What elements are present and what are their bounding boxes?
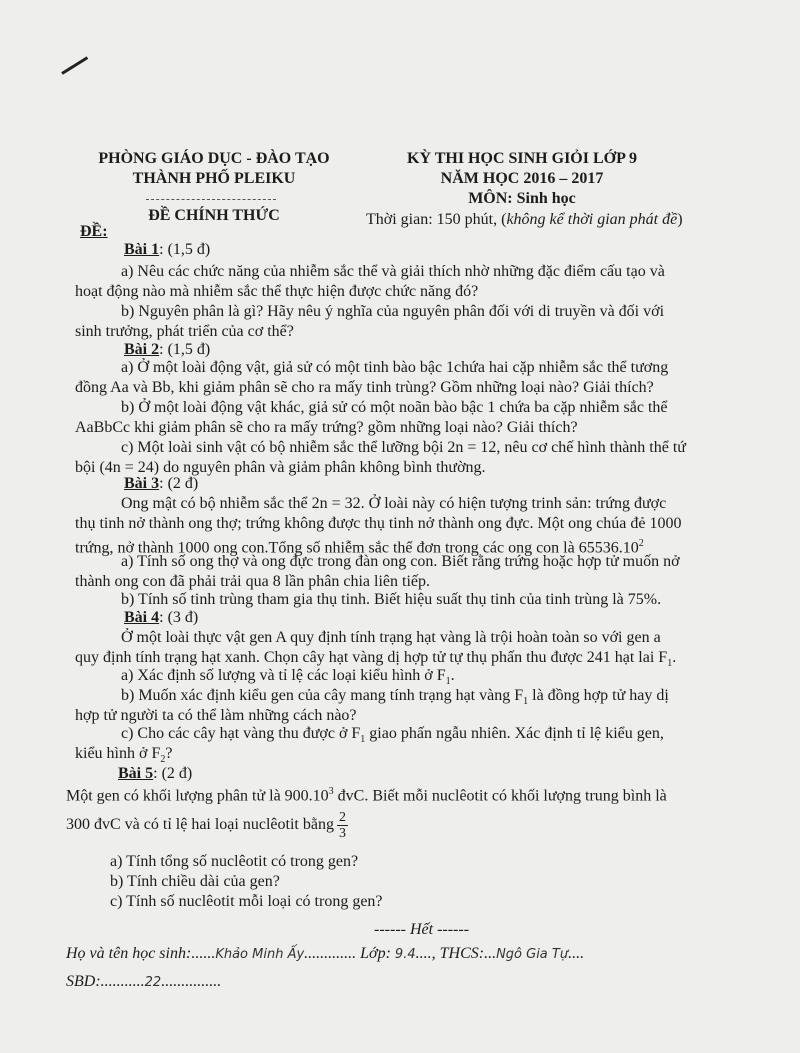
end-marker: ------ Hết ------	[374, 921, 470, 938]
sbd-label: SBD:	[66, 973, 101, 990]
sbd-line: SBD:...........22...............	[66, 973, 222, 990]
bai3-heading: Bài 3: (2 đ)	[124, 475, 199, 492]
subject: MÔN: Sinh học	[468, 190, 576, 207]
school-value: Ngô Gia Tự	[496, 947, 569, 962]
exam-title: KỲ THI HỌC SINH GIỎI LỚP 9	[407, 150, 637, 167]
bai1-heading: Bài 1: (1,5 đ)	[124, 241, 211, 258]
bai2-b-line1: b) Ở một loài động vật khác, giả sử có một noãn bào bậc 1 chứa ba cặp nhiễm sắc thể	[121, 399, 668, 416]
bai3-intro-line2: thụ tinh nở thành ong thợ; trứng không được thụ tinh nở thành ong đực. Một ong chúa đẻ 1000	[75, 515, 682, 532]
bai4-intro-line2: quy định tính trạng hạt xanh. Chọn cây hạt vàng dị hợp tử tự thụ phấn thu được 241 hạt lai $F_1$.	[75, 649, 677, 670]
bai5-question-b: b) Tính chiều dài của gen?	[110, 873, 280, 890]
bai3-b-line1: b) Tính số tinh trùng tham gia thụ tinh. Biết hiệu suất thụ tinh của tinh trùng là 75%.	[121, 591, 662, 608]
bai1-b-line1: b) Nguyên phân là gì? Hãy nêu ý nghĩa của nguyên phân đối với di truyền và đối với	[121, 303, 665, 320]
bai4-heading: Bài 4: (3 đ)	[124, 609, 199, 626]
bai2-c-line2: bội (4n = 24) do nguyên phân và giảm phân không bình thường.	[75, 459, 486, 476]
bai4-c-line1: c) Cho các cây hạt vàng thu được ở $F_1$ giao phấn ngẫu nhiên. Xác định tỉ lệ kiểu gen,	[121, 725, 664, 746]
student-name: Khảo Minh Ấy	[215, 947, 305, 962]
bai2-heading: Bài 2: (1,5 đ)	[124, 341, 211, 358]
bai3-intro-line3: trứng, nở thành 1000 ong con.Tổng số nhiễm sắc thể đơn trong các ong con là 65536.10$^2$	[75, 538, 644, 557]
bai5-intro-line2: 300 đvC và có tỉ lệ hai loại nuclêotit bằng $\frac{2}{3}$	[66, 809, 346, 841]
school-year: NĂM HỌC 2016 – 2017	[440, 170, 604, 187]
pen-stroke-mark	[61, 56, 88, 74]
bai4-b-line2: hợp tử người ta có thể làm những cách nào?	[75, 707, 357, 724]
bai3-a-line2: thành ong con đã phải trải qua 8 lần phân chia liên tiếp.	[75, 573, 430, 590]
official-label: ĐỀ CHÍNH THỨC	[148, 207, 280, 224]
bai5-intro-line1: Một gen có khối lượng phân tử là 900.10$^3$ đvC. Biết mỗi nuclêotit có khối lượng trung bình là	[66, 786, 667, 805]
bai4-intro-line1: Ở một loài thực vật gen A quy định tính trạng hạt vàng là trội hoàn toàn so với gen a	[121, 629, 661, 646]
bai4-c-line2: kiểu hình ở $F_2$?	[75, 745, 173, 766]
city-name: THÀNH PHỐ PLEIKU	[132, 170, 296, 187]
bai2-a-line2: đồng Aa và Bb, khi giảm phân sẽ cho ra mấy tinh trùng? Gồm những loại nào? Giải thích?	[75, 379, 654, 396]
bai1-b-line2: sinh trưởng, phát triển của cơ thể?	[75, 323, 294, 340]
ratio-fraction: $\frac{2}{3}$	[338, 809, 346, 841]
department-name: PHÒNG GIÁO DỤC - ĐÀO TẠO	[98, 150, 330, 167]
bai4-b-line1: b) Muốn xác định kiểu gen của cây mang tính trạng hạt vàng $F_1$ là đồng hợp tử hay dị	[121, 687, 669, 708]
bai2-b-line2: AaBbCc khi giảm phân sẽ cho ra mấy trứng? gồm những loại nào? Giải thích?	[75, 419, 578, 436]
bai5-question-c: c) Tính số nuclêotit mỗi loại có trong gen?	[110, 893, 383, 910]
bai4-a-line1: a) Xác định số lượng và tỉ lệ các loại kiểu hình ở $F_1$.	[121, 667, 455, 688]
name-label: Họ và tên học sinh:	[66, 945, 192, 962]
bai1-a-line1: a) Nêu các chức năng của nhiễm sắc thể và giải thích nhờ những đặc điểm cấu tạo và	[121, 263, 665, 280]
header-divider	[146, 199, 276, 200]
bai5-question-a: a) Tính tổng số nuclêotit có trong gen?	[110, 853, 359, 870]
bai1-a-line2: hoạt động nào mà nhiễm sắc thể thực hiện được chức năng đó?	[75, 283, 479, 300]
bai5-heading: Bài 5: (2 đ)	[118, 765, 193, 782]
class-value: 9.4	[394, 947, 416, 962]
school-label: THCS:	[439, 945, 485, 962]
student-info-line: Họ và tên học sinh:......Khảo Minh Ấy............. Lớp: 9.4...., THCS:...Ngô Gia Tự....	[66, 945, 585, 962]
bai3-intro-line1: Ong mật có bộ nhiễm sắc thể 2n = 32. Ở loài này có hiện tượng trinh sản: trứng được	[121, 495, 667, 512]
class-label: Lớp:	[360, 945, 391, 962]
time-allowed: Thời gian: 150 phút, (không kể thời gian phát đề)	[366, 211, 683, 228]
bai3-a-line1: a) Tính số ong thợ và ong đực trong đàn ong con. Biết rằng trứng hoặc hợp tử muốn nở	[121, 553, 680, 570]
bai2-c-line1: c) Một loài sinh vật có bộ nhiễm sắc thể lưỡng bội 2n = 12, nêu cơ chế hình thành thể tứ	[121, 439, 686, 456]
bai2-a-line1: a) Ở một loài động vật, giả sử có một tinh bào bậc 1chứa hai cặp nhiễm sắc thể tương	[121, 359, 669, 376]
sbd-value: 22	[144, 975, 162, 990]
de-label: ĐỀ:	[80, 223, 108, 240]
